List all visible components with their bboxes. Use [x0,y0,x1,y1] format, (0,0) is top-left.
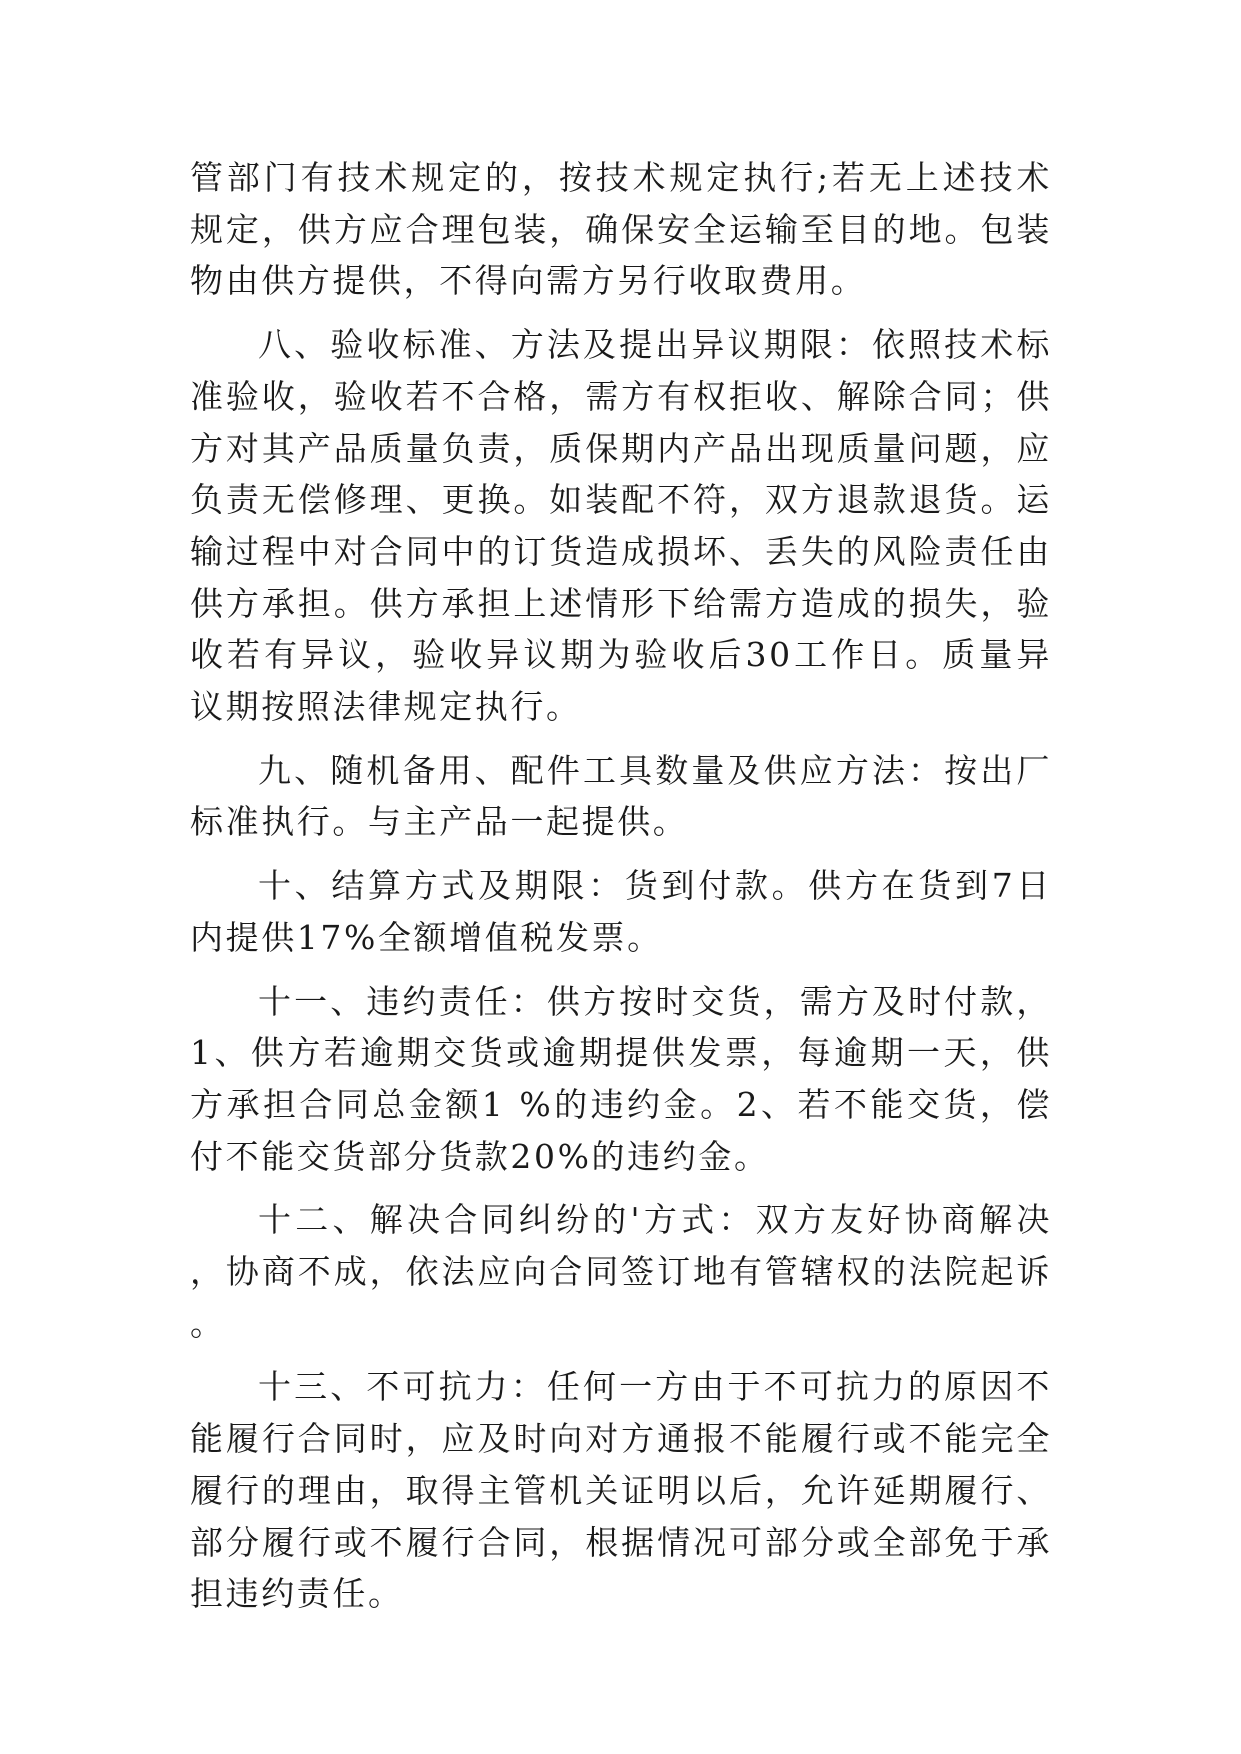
paragraph-clause-8-acceptance: 八、验收标准、方法及提出异议期限：依照技术标准验收，验收若不合格，需方有权拒收、解除合同；供方对其产品质量负责，质保期内产品出现质量问题，应负责无偿修理、更换。如装配不符，双方退款退货。运输过程中对合同中的订货造成损坏、丢失的风险责任由供方承担。供方承担上述情形下给需方造成的损失，验收若有异议，验收异议期为验收后30工作日。质量异议期按照法律规定执行。 [190,325,1052,727]
paragraph-clause-10-settlement: 十、结算方式及期限：货到付款。供方在货到7日内提供17%全额增值税发票。 [190,866,1052,957]
document-body [190,152,1052,1632]
paragraph-clause-13-force-majeure: 十三、不可抗力：任何一方由于不可抗力的原因不能履行合同时，应及时向对方通报不能履行或不能完全履行的理由，取得主管机关证明以后，允许延期履行、部分履行或不履行合同，根据情况可部分或全部免于承担违约责任。 [190,1367,1052,1614]
paragraph-clause-12-disputes: 十二、解决合同纠纷的'方式：双方友好协商解决，协商不成，依法应向合同签订地有管辖权的法院起诉。 [190,1200,1052,1343]
paragraph-packaging-continued: 管部门有技术规定的，按技术规定执行;若无上述技术规定，供方应合理包装，确保安全运输至目的地。包装物由供方提供，不得向需方另行收取费用。 [190,158,1052,301]
paragraph-clause-11-liability: 十一、违约责任：供方按时交货，需方及时付款，1、供方若逾期交货或逾期提供发票，每逾期一天，供方承担合同总金额1 %的违约金。2、若不能交货，偿付不能交货部分货款20%的违约金。 [190,981,1052,1176]
paragraph-clause-9-spare-parts: 九、随机备用、配件工具数量及供应方法：按出厂标准执行。与主产品一起提供。 [190,750,1052,842]
